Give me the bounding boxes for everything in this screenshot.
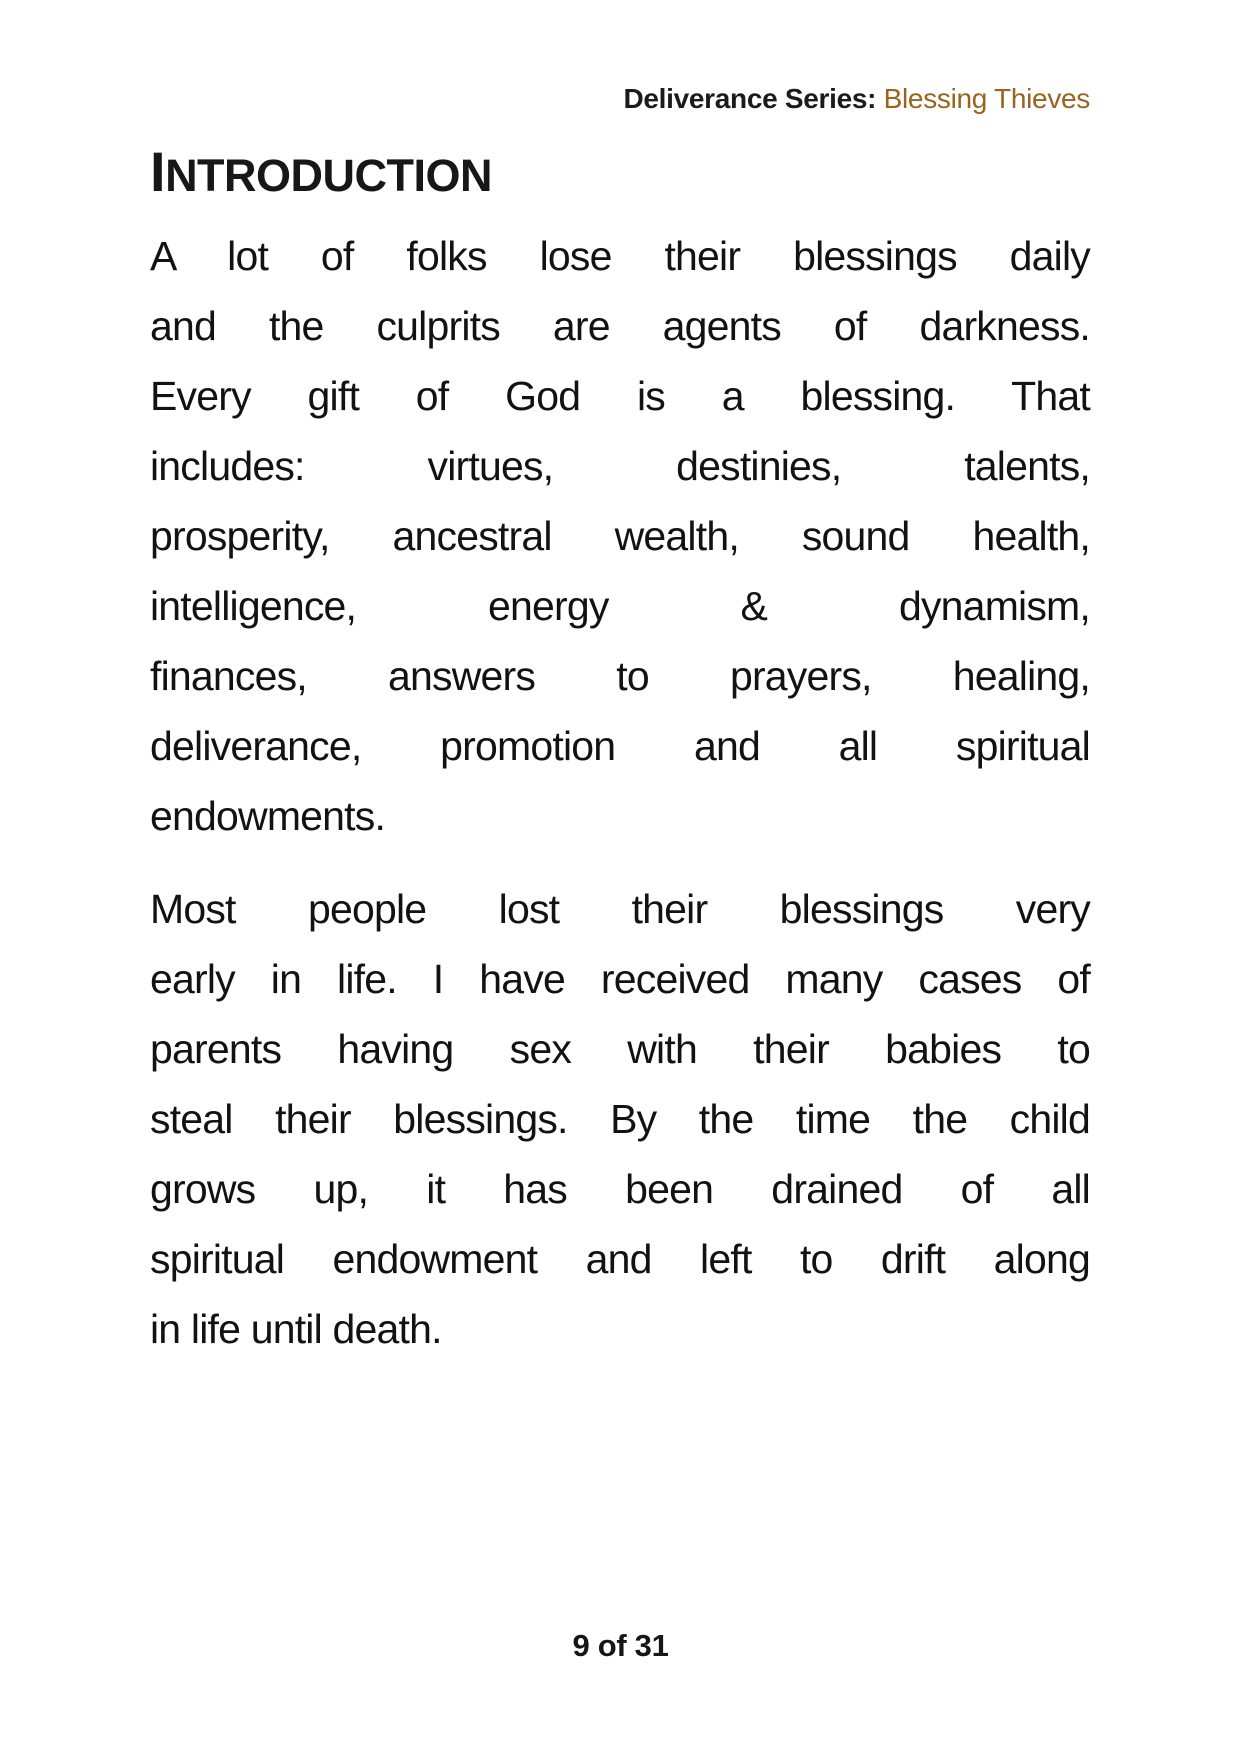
heading-rest: NTRODUCTION — [165, 150, 493, 201]
paragraph — [150, 874, 1090, 1364]
text-line: parents having sex with their babies to — [150, 1026, 1090, 1072]
text-line: early in life. I have received many cases of — [150, 956, 1090, 1002]
text-line: endowments. — [150, 793, 386, 839]
text-line: finances, answers to prayers, healing, — [150, 653, 1090, 699]
text-line: A lot of folks lose their blessings daily — [150, 233, 1090, 279]
text-line: spiritual endowment and left to drift along — [150, 1236, 1090, 1282]
text-line: includes: virtues, destinies, talents, — [150, 443, 1090, 489]
text-line: Most people lost their blessings very — [150, 886, 1090, 932]
text-line: intelligence, energy & dynamism, — [150, 583, 1090, 629]
text-line: in life until death. — [150, 1306, 442, 1352]
text-line: prosperity, ancestral wealth, sound health, — [150, 513, 1090, 559]
text-line: and the culprits are agents of darkness. — [150, 303, 1090, 349]
text-line: steal their blessings. By the time the child — [150, 1096, 1090, 1142]
page-indicator: 9 of 31 — [572, 1628, 669, 1663]
book-title: Blessing Thieves — [883, 83, 1090, 114]
body-text — [150, 221, 1090, 1387]
heading-initial: I — [150, 140, 166, 203]
paragraph — [150, 221, 1090, 851]
chapter-heading — [150, 140, 493, 209]
series-label: Deliverance Series: — [623, 83, 877, 114]
text-line: grows up, it has been drained of all — [150, 1166, 1090, 1212]
text-line: deliverance, promotion and all spiritual — [150, 723, 1090, 769]
running-header — [150, 82, 1090, 116]
text-line: Every gift of God is a blessing. That — [150, 373, 1090, 419]
